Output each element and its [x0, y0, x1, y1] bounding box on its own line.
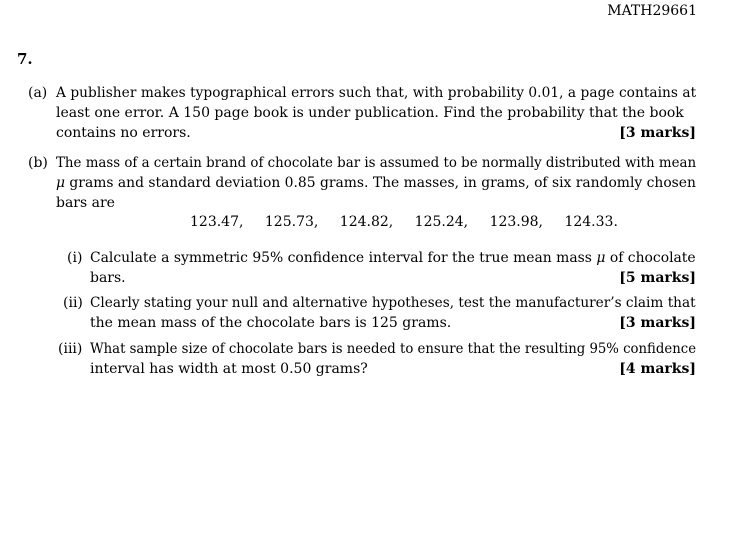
sub-part-i-line-1-post: of chocolate [605, 250, 696, 266]
sub-part-iii-marks: [4 marks] [619, 361, 696, 377]
part-b-line-3: bars are [56, 195, 115, 211]
sub-part-iii-line-2: interval has width at most 0.50 grams? [90, 361, 368, 377]
sub-part-i-line-2-row [90, 268, 696, 288]
mass-value: 123.98, [489, 214, 543, 230]
sub-part-iii-line-1: What sample size of chocolate bars is needed to ensure that the resulting 95% confidence [90, 341, 697, 357]
part-a-line-2: least one error. A 150 page book is under publication. Find the probability that the book [56, 105, 684, 121]
sub-part-iii-text [90, 339, 696, 379]
mass-value: 124.82, [339, 214, 394, 230]
masses-list [190, 212, 618, 232]
part-a-marks: [3 marks] [619, 125, 696, 141]
part-b-text [56, 153, 696, 213]
sub-part-ii-line-2-row [90, 313, 696, 333]
part-a-label: (a) [28, 85, 48, 101]
sub-part-i-text [90, 248, 696, 288]
sub-part-i-line-1-row [90, 248, 696, 268]
mass-value: 123.47, [190, 214, 244, 230]
mass-value: 124.33. [564, 214, 618, 230]
sub-part-ii-line-1: Clearly stating your null and alternative hypotheses, test the manufacturer’s claim that [90, 295, 696, 311]
mu-symbol: μ [56, 175, 66, 191]
sub-part-i-line-2: bars. [90, 270, 126, 286]
course-code: MATH29661 [607, 3, 697, 19]
part-a-line-3: contains no errors. [56, 125, 191, 141]
sub-part-ii-marks: [3 marks] [619, 315, 696, 331]
part-b-label: (b) [28, 155, 48, 171]
question-number: 7. [17, 50, 33, 68]
sub-part-i-marks: [5 marks] [619, 270, 696, 286]
part-a-line-1: A publisher makes typographical errors such that, with probability 0.01, a page contains at [56, 85, 697, 101]
sub-part-iii-line-2-row [90, 359, 696, 379]
part-a-line-3-row [56, 123, 696, 143]
part-b-line-1: The mass of a certain brand of chocolate bar is assumed to be normally distributed with mean [56, 155, 697, 171]
sub-part-i-label: (i) [67, 250, 83, 266]
sub-part-ii-line-2: the mean mass of the chocolate bars is 125 grams. [90, 315, 452, 331]
sub-part-ii-label: (ii) [63, 295, 83, 311]
part-b-line-2-row [56, 173, 696, 193]
sub-part-iii-label: (iii) [58, 341, 83, 357]
mass-value: 125.24, [414, 214, 469, 230]
part-b-line-2: grams and standard deviation 0.85 grams. The masses, in grams, of six randomly chosen [65, 175, 696, 191]
mu-symbol: μ [596, 250, 606, 266]
mass-value: 125.73, [264, 214, 319, 230]
sub-part-ii-text [90, 293, 696, 333]
part-a-text [56, 83, 696, 143]
sub-part-i-line-1-pre: Calculate a symmetric 95% confidence interval for the true mean mass [90, 250, 597, 266]
